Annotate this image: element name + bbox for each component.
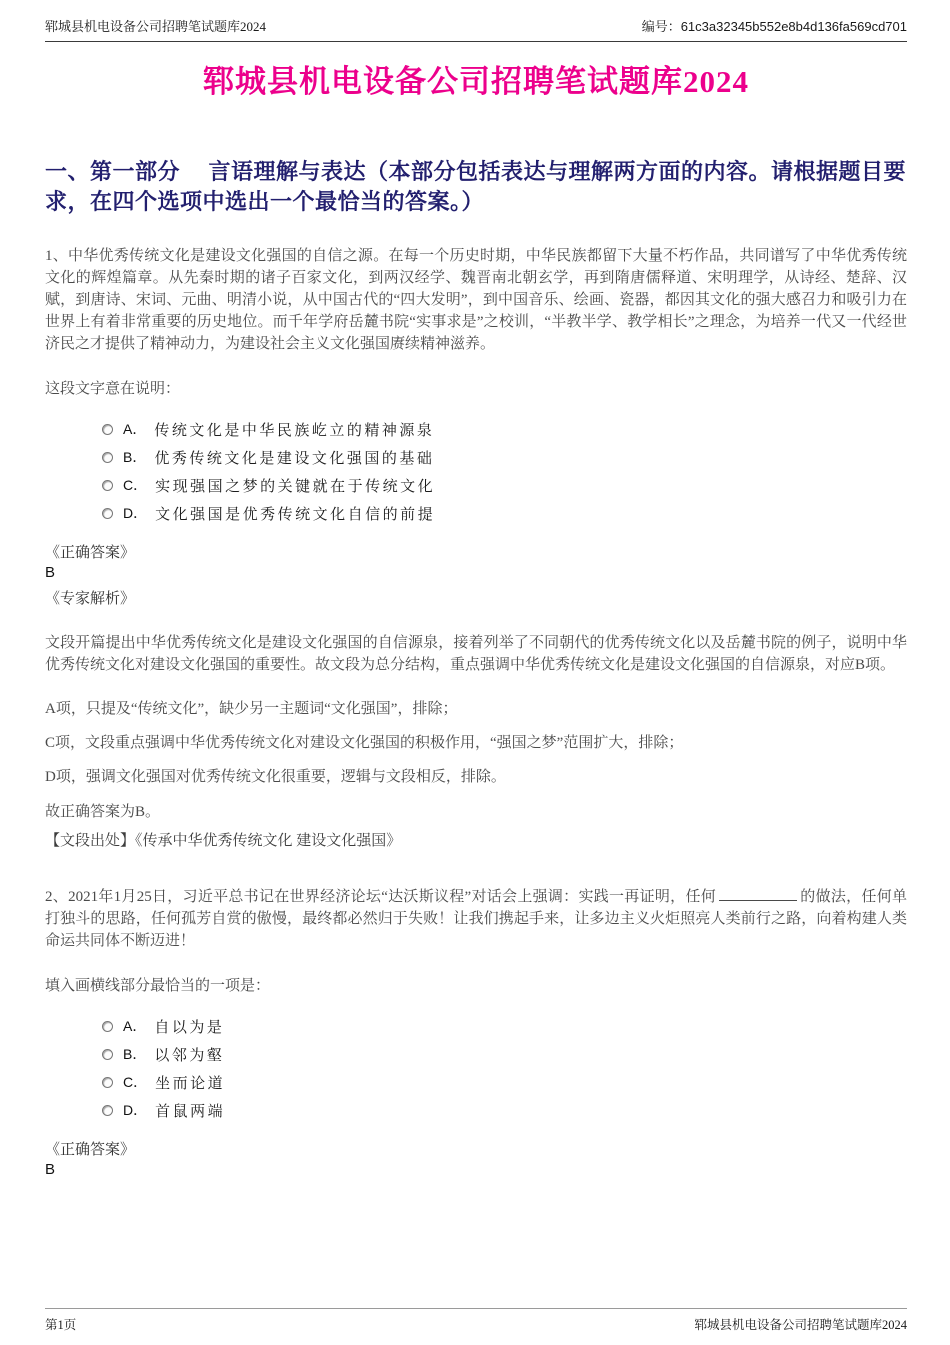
option-text: 传统文化是中华民族屹立的精神源泉 xyxy=(154,422,435,439)
analysis-conclusion: 故正确答案为B。 xyxy=(45,804,161,820)
question-2-options xyxy=(45,1012,907,1124)
option-letter: A． xyxy=(123,421,147,437)
question-1-prompt: 这段文字意在说明： xyxy=(45,381,181,397)
question-2-text-before-blank: 2、2021年1月25日，习近平总书记在世界经济论坛“达沃斯议程”对话会上强调：实践一再证明，任何 xyxy=(45,889,717,905)
doc-title: 郓城县机电设备公司招聘笔试题库2024 xyxy=(203,64,749,99)
question-2-text xyxy=(45,886,907,952)
question-2-option-a[interactable] xyxy=(45,1012,907,1040)
footer-page-number: 第1页 xyxy=(45,1318,77,1332)
footer-doc-title: 郓城县机电设备公司招聘笔试题库2024 xyxy=(694,1318,907,1332)
radio-button-icon[interactable] xyxy=(102,452,113,463)
question-2-option-b[interactable] xyxy=(45,1040,907,1068)
option-letter: D． xyxy=(123,1102,148,1118)
analysis-option-c: C项，文段重点强调中华优秀传统文化对建设文化强国的积极作用，“强国之梦”范围扩大，排除； xyxy=(45,735,684,751)
header-doc-title: 郓城县机电设备公司招聘笔试题库2024 xyxy=(45,19,267,34)
radio-button-icon[interactable] xyxy=(102,1105,113,1116)
correct-answer-value: B xyxy=(45,564,56,581)
option-text: 首鼠两端 xyxy=(155,1103,226,1120)
question-2 xyxy=(45,886,907,1178)
radio-button-icon[interactable] xyxy=(102,480,113,491)
expert-analysis-label: 《专家解析》 xyxy=(45,591,136,607)
option-letter: A． xyxy=(123,1018,147,1034)
question-2-text-after-blank: 的做法，任何单打独斗的思路，任何孤芳自赏的傲慢，最终都必然归于失败！让我们携起手来，让多边主义火炬照亮人类前行之路，向着构建人类命运共同体不断迈进！ xyxy=(45,889,907,949)
question-1-option-b[interactable] xyxy=(45,443,907,471)
option-text: 坐而论道 xyxy=(155,1075,226,1092)
correct-answer-value: B xyxy=(45,1161,56,1178)
question-1 xyxy=(45,245,907,852)
question-1-option-d[interactable] xyxy=(45,499,907,527)
option-text: 优秀传统文化是建设文化强国的基础 xyxy=(154,450,435,467)
question-2-prompt: 填入画横线部分最恰当的一项是： xyxy=(45,978,271,994)
option-letter: B． xyxy=(123,1046,147,1062)
option-letter: C． xyxy=(123,477,148,493)
option-text: 文化强国是优秀传统文化自信的前提 xyxy=(155,506,436,523)
analysis-option-a: A项，只提及“传统文化”，缺少另一主题词“文化强国”，排除； xyxy=(45,701,458,717)
option-letter: B． xyxy=(123,449,147,465)
option-letter: C． xyxy=(123,1074,148,1090)
option-text: 实现强国之梦的关键就在于传统文化 xyxy=(155,478,436,495)
question-2-option-d[interactable] xyxy=(45,1096,907,1124)
correct-answer-label: 《正确答案》 xyxy=(45,545,136,561)
section-heading: 一、第一部分 言语理解与表达（本部分包括表达与理解两方面的内容。请根据题目要求，在四个选项中选出一个最恰当的答案。） xyxy=(45,159,907,214)
question-1-options xyxy=(45,415,907,527)
question-1-option-a[interactable] xyxy=(45,415,907,443)
radio-button-icon[interactable] xyxy=(102,508,113,519)
radio-button-icon[interactable] xyxy=(102,424,113,435)
passage-source: 【文段出处】《传承中华优秀传统文化 建设文化强国》 xyxy=(45,833,402,849)
page-header xyxy=(45,0,907,42)
page-footer xyxy=(45,1308,907,1333)
analysis-paragraph: 文段开篇提出中华优秀传统文化是建设文化强国的自信源泉，接着列举了不同朝代的优秀传统文化以及岳麓书院的例子，说明中华优秀传统文化对建设文化强国的重要性。故文段为总分结构，重点强调中华优秀传统文化是建设文化强国的自信源泉，对应B项。 xyxy=(45,635,907,673)
question-1-text: 1、中华优秀传统文化是建设文化强国的自信之源。在每一个历史时期，中华民族都留下大量不朽作品，共同谱写了中华优秀传统文化的辉煌篇章。从先秦时期的诸子百家文化，到两汉经学、魏晋南北朝玄学，再到隋唐儒释道、宋明理学，从诗经、楚辞、汉赋，到唐诗、宋词、元曲、明清小说，从中国古代的“四大发明”，到中国音乐、绘画、瓷器，都因其文化的强大感召力和吸引力在世界上有着非常重要的历史地位。而千年学府岳麓书院“实事求是”之校训，“半教半学、教学相长”之理念，为培养一代又一代经世济民之才提供了精神动力，为建设社会主义文化强国赓续精神滋养。 xyxy=(45,248,907,352)
radio-button-icon[interactable] xyxy=(102,1021,113,1032)
analysis-option-d: D项，强调文化强国对优秀传统文化很重要，逻辑与文段相反，排除。 xyxy=(45,769,506,785)
question-2-option-c[interactable] xyxy=(45,1068,907,1096)
option-text: 以邻为壑 xyxy=(154,1047,225,1064)
option-letter: D． xyxy=(123,505,148,521)
header-doc-number: 编号：61c3a32345b552e8b4d136fa569cd701 xyxy=(641,19,907,34)
option-text: 自以为是 xyxy=(154,1019,225,1036)
fill-in-blank-line xyxy=(719,888,797,901)
radio-button-icon[interactable] xyxy=(102,1077,113,1088)
correct-answer-label: 《正确答案》 xyxy=(45,1142,136,1158)
question-1-option-c[interactable] xyxy=(45,471,907,499)
radio-button-icon[interactable] xyxy=(102,1049,113,1060)
